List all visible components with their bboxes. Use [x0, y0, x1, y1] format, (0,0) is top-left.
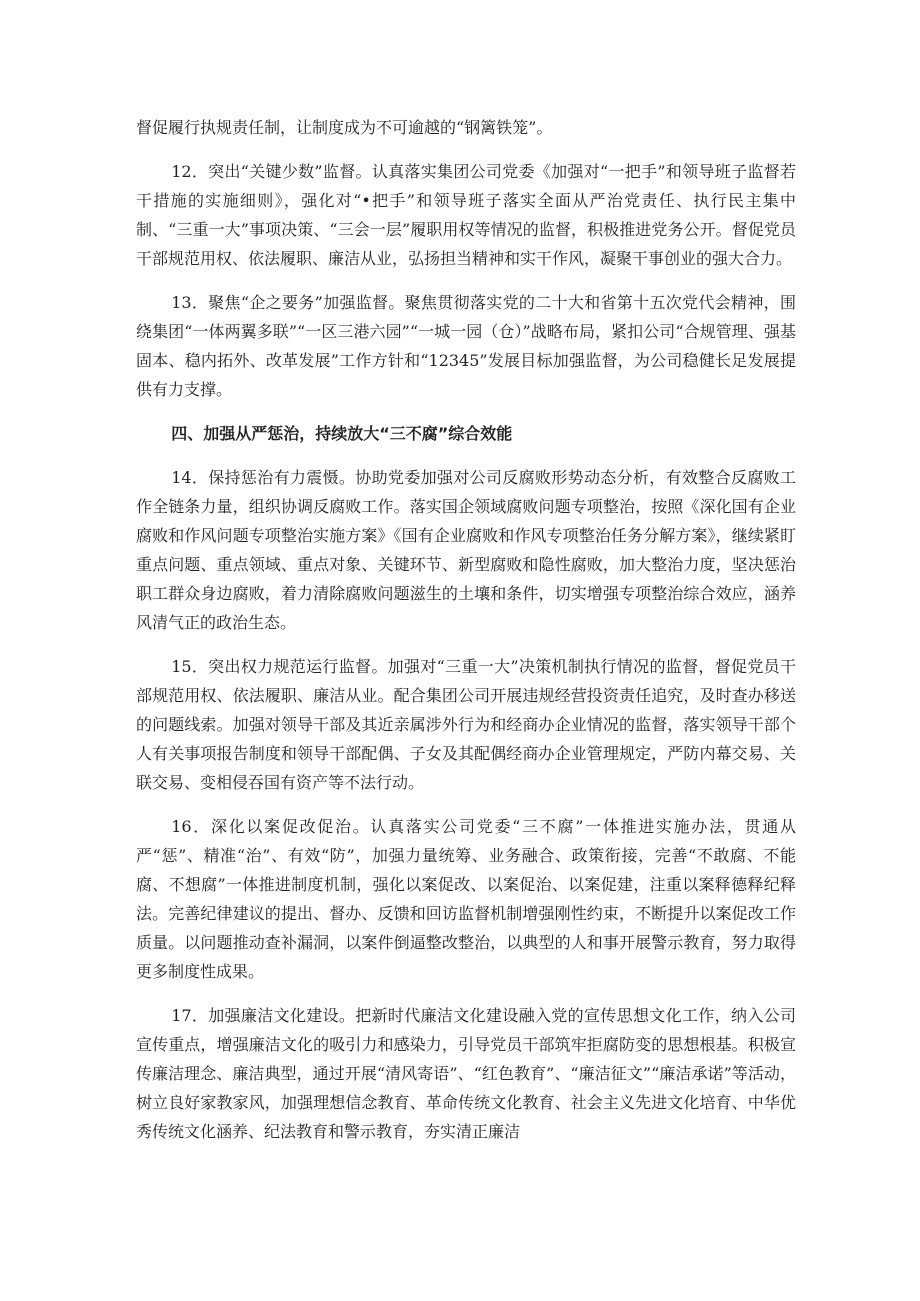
- paragraph-item-17: 17．加强廉洁文化建设。把新时代廉洁文化建设融入党的宣传思想文化工作，纳入公司宣传重点，增强廉洁文化的吸引力和感染力，引导党员干部筑牢拒腐防变的思想根基。积极宣传廉洁理念、廉洁典型，通过开展“清风寄语”、“红色教育”、“廉洁征文”“廉洁承诺”等活动，树立良好家教家风，加强理想信念教育、革命传统文化教育、社会主义先进文化培育、中华优秀传统文化涵养、纪法教育和警示教育，夯实清正廉洁: [136, 1006, 796, 1141]
- paragraph-item-13: 13．聚焦“企之要务”加强监督。聚焦贯彻落实党的二十大和省第十五次党代会精神，围绕集团“一体两翼多联”“一区三港六园”“一城一园（仓）”战略布局，紧扣公司“合规管理、强基固本、稳内拓外、改革发展”工作方针和“12345”发展目标加强监督，为公司稳健长足发展提供有力支撑。: [136, 293, 796, 399]
- paragraph-item-12: 12．突出“关键少数”监督。认真落实集团公司党委《加强对“一把手”和领导班子监督若干措施的实施细则》，强化对“•把手”和领导班子落实全面从严治党责任、执行民主集中制、“三重一大”事项决策、“三会一层”履职用权等情况的监督，积极推进党务公开。督促党员干部规范用权、依法履职、廉洁从业，弘扬担当精神和实干作风，凝聚干事创业的强大合力。: [136, 162, 796, 268]
- paragraph-item-16: 16．深化以案促改促治。认真落实公司党委“三不腐”一体推进实施办法，贯通从严“惩”、精准“治”、有效“防”，加强力量统筹、业务融合、政策衔接，完善“不敢腐、不能腐、不想腐”一体推进制度机制，强化以案促改、以案促治、以案促建，注重以案释德释纪释法。完善纪律建议的提出、督办、反馈和回访监督机制增强刚性约束，不断提升以案促改工作质量。以问题推动查补漏洞，以案件倒逼整改整治，以典型的人和事开展警示教育，努力取得更多制度性成果。: [136, 817, 796, 981]
- section-heading-4: 四、加强从严惩治，持续放大“三不腐”综合效能: [171, 424, 513, 443]
- paragraph-item-14: 14．保持惩治有力震慑。协助党委加强对公司反腐败形势动态分析，有效整合反腐败工作全链条力量，组织协调反腐败工作。落实国企领域腐败问题专项整治，按照《深化国有企业腐败和作风问题专项整治实施方案》《国有企业腐败和作风专项整治任务分解方案》，继续紧盯重点问题、重点领域、重点对象、关键环节、新型腐败和隐性腐败，加大整治力度，坚决惩治职工群众身边腐败，着力清除腐败问题滋生的土壤和条件，切实增强专项整治综合效应，涵养风清气正的政治生态。: [136, 468, 796, 632]
- paragraph-item-15: 15．突出权力规范运行监督。加强对“三重一大”决策机制执行情况的监督，督促党员干部规范用权、依法履职、廉洁从业。配合集团公司开展违规经营投资责任追究，及时查办移送的问题线索。加强对领导干部及其近亲属涉外行为和经商办企业情况的监督，落实领导干部个人有关事项报告制度和领导干部配偶、子女及其配偶经商办企业管理规定，严防内幕交易、关联交易、变相侵吞国有资产等不法行动。: [136, 657, 796, 792]
- paragraph-continuation: 督促履行执规责任制，让制度成为不可逾越的“钢篱铁笼”。: [136, 118, 553, 137]
- document-page: [136, 113, 796, 1161]
